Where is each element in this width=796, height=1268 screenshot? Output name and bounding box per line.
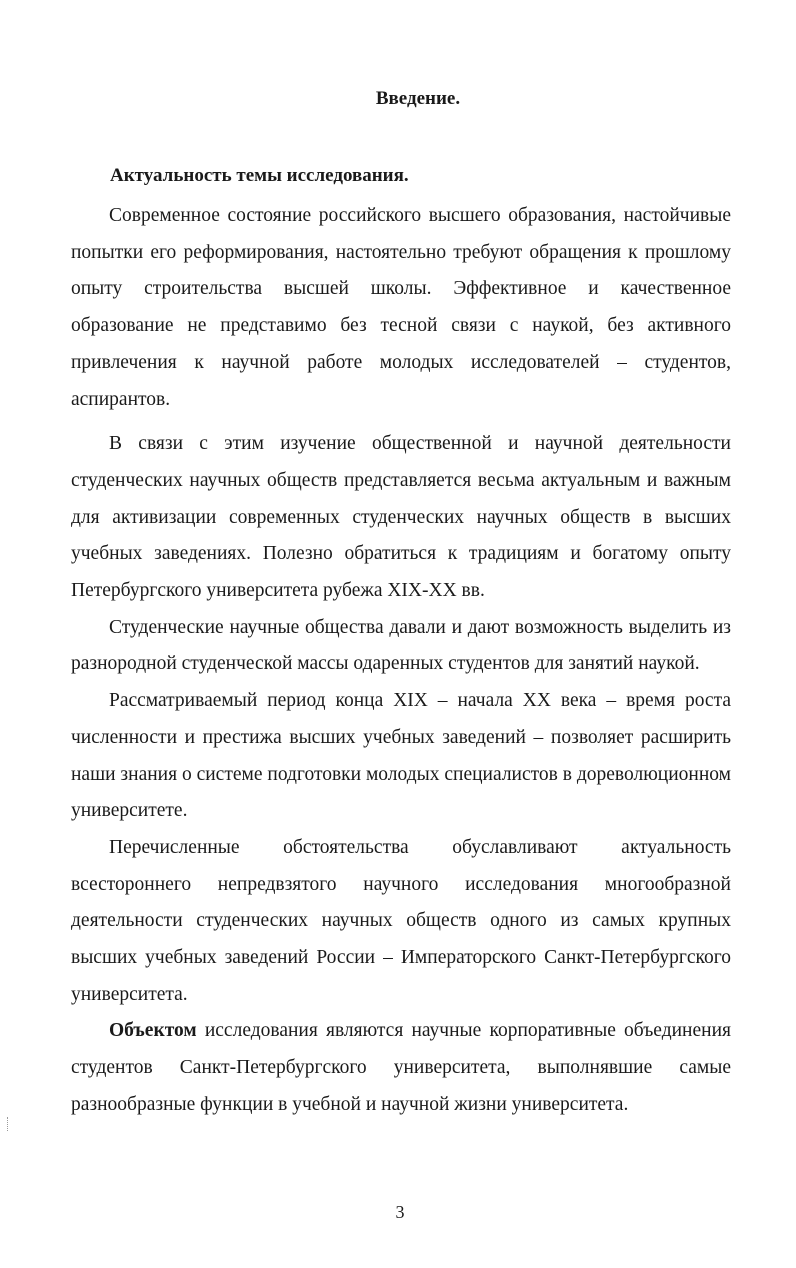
- page-title: Введение.: [375, 88, 461, 109]
- paragraph-5: Перечисленные обстоятельства обуславливают актуальность всестороннего непредвзятого научного исследования многообразной деятельности студенческих научных обществ одного из самых крупных высших учебных заведений России – Императорского Санкт-Петербургского университета.: [71, 836, 731, 1005]
- page-number: 3: [395, 1202, 405, 1222]
- paragraph-3: Студенческие научные общества давали и дают возможность выделить из разнородной студенческой массы одаренных студентов для занятий наукой.: [71, 616, 731, 675]
- section-heading: Актуальность темы исследования.: [110, 165, 409, 186]
- body-text: [71, 198, 731, 1124]
- paragraph-object: [71, 1013, 731, 1123]
- paragraph-2: В связи с этим изучение общественной и научной деятельности студенческих научных обществ представляется весьма актуальным и важным для активизации современных студенческих научных обществ в высших учебных заведениях. Полезно обратиться к традициям и богатому опыту Петербургского университета рубежа XIX-XX вв.: [71, 433, 731, 602]
- object-text: исследования являются научные корпоративные объединения студентов Санкт-Петербургского университета, выполнявшие самые разнообразные функции в учебной и научной жизни университета.: [71, 1020, 731, 1115]
- scan-margin-mark: [7, 1117, 9, 1131]
- paragraph-1: Современное состояние российского высшего образования, настойчивые попытки его реформирования, настоятельно требуют обращения к прошлому опыту строительства высшей школы. Эффективное и качественное образование не представимо без тесной связи с наукой, без активного привлечения к научной работе молодых исследователей – студентов, аспирантов.: [71, 205, 731, 410]
- object-bold-lead: Объектом: [109, 1020, 197, 1042]
- paragraph-4: Рассматриваемый период конца XIX – начала XX века – время роста численности и престижа высших учебных заведений – позволяет расширить наши знания о системе подготовки молодых специалистов в дореволюционном университете.: [71, 690, 731, 822]
